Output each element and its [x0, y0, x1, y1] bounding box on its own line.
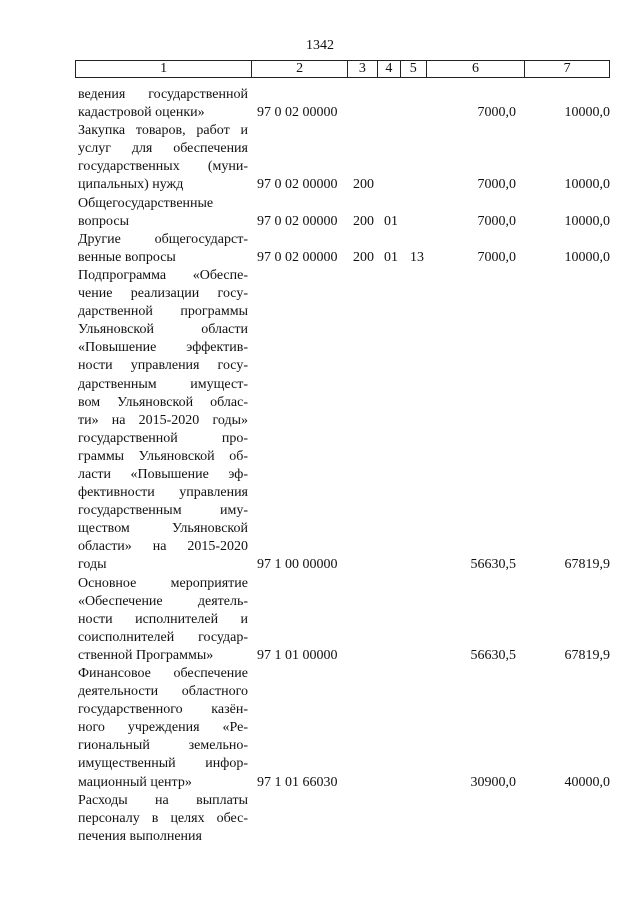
row-amount-2019: 7000,0	[477, 249, 516, 265]
row-expense-type: 200	[353, 213, 374, 229]
row-section: 01	[384, 213, 398, 229]
row-code: 97 1 01 66030	[257, 774, 338, 790]
table-body	[0, 86, 640, 846]
description-line: ности управления госу-	[78, 358, 248, 374]
table-row	[0, 122, 640, 194]
description-line: венные вопросы	[78, 249, 176, 265]
row-description	[78, 665, 248, 792]
description-line: Расходы на выплаты	[78, 792, 248, 808]
description-line: Подпрограмма «Обеспе-	[78, 267, 248, 283]
row-subsection: 13	[410, 249, 424, 265]
row-amount-2020: 40000,0	[564, 774, 610, 790]
row-code: 97 0 02 00000	[257, 213, 338, 229]
row-amount-2019: 30900,0	[470, 774, 516, 790]
description-line: государственного казён-	[78, 702, 248, 718]
description-line: Основное мероприятие	[78, 575, 248, 591]
header-col-4: 4	[378, 61, 401, 77]
row-amount-2020: 10000,0	[564, 177, 610, 193]
description-line: Другие общегосударст-	[78, 231, 248, 247]
description-line: ществом Ульяновской	[78, 521, 248, 537]
description-line: ного учреждения «Ре-	[78, 720, 248, 736]
description-line: персоналу в целях обес-	[78, 810, 248, 826]
description-line: кадастровой оценки»	[78, 105, 205, 121]
description-line: вом Ульяновской облас-	[78, 394, 248, 410]
page-number: 1342	[306, 38, 334, 53]
description-line: мационный центр»	[78, 774, 192, 790]
description-line: дарственным имущест-	[78, 376, 248, 392]
description-line: «Обеспечение деятель-	[78, 593, 248, 609]
header-col-5: 5	[401, 61, 427, 77]
description-line: ласти «Повышение эф-	[78, 466, 248, 482]
description-line: соисполнителей государ-	[78, 629, 248, 645]
description-line: ведения государственной	[78, 87, 248, 102]
description-line: Закупка товаров, работ и	[78, 123, 248, 139]
description-line: ти» на 2015-2020 годы»	[78, 412, 248, 428]
row-section: 01	[384, 249, 398, 265]
table-row	[0, 267, 640, 575]
description-line: «Повышение эффектив-	[78, 340, 248, 356]
description-line: Финансовое обеспечение	[78, 666, 248, 681]
description-line: вопросы	[78, 213, 129, 229]
row-amount-2019: 56630,5	[470, 647, 516, 663]
row-code: 97 1 00 00000	[257, 557, 338, 573]
row-amount-2019: 7000,0	[477, 213, 516, 229]
description-line: фективности управления	[78, 485, 248, 501]
description-line: гиональный земельно-	[78, 738, 248, 754]
description-line: чение реализации госу-	[78, 286, 248, 302]
description-line: услуг для обеспечения	[78, 141, 248, 157]
row-amount-2019: 56630,5	[470, 557, 516, 573]
description-line: годы	[78, 557, 107, 573]
row-amount-2020: 10000,0	[564, 213, 610, 229]
row-code: 97 0 02 00000	[257, 249, 338, 265]
row-expense-type: 200	[353, 249, 374, 265]
row-description	[78, 122, 248, 194]
header-col-1: 1	[76, 61, 252, 77]
table-row	[0, 575, 640, 665]
row-amount-2019: 7000,0	[477, 177, 516, 193]
description-line: ности исполнителей и	[78, 611, 248, 627]
row-amount-2020: 10000,0	[564, 249, 610, 265]
description-line: государственной про-	[78, 430, 248, 446]
row-amount-2019: 7000,0	[477, 105, 516, 121]
description-line: дарственной программы	[78, 304, 248, 320]
description-line: имущественный инфор-	[78, 756, 248, 772]
description-line: ственной Программы»	[78, 647, 214, 663]
description-line: Общегосударственные	[78, 195, 214, 211]
table-row	[0, 792, 640, 846]
row-code: 97 0 02 00000	[257, 177, 338, 193]
header-col-6: 6	[427, 61, 526, 77]
table-row	[0, 86, 640, 122]
header-col-2: 2	[252, 61, 348, 77]
row-description	[78, 267, 248, 575]
description-line: государственным иму-	[78, 503, 248, 519]
table-row	[0, 665, 640, 792]
row-amount-2020: 67819,9	[564, 647, 610, 663]
description-line: граммы Ульяновской об-	[78, 448, 248, 464]
description-line: ципальных) нужд	[78, 177, 184, 193]
row-description	[78, 792, 248, 846]
row-description	[78, 195, 248, 231]
table-row	[0, 195, 640, 231]
row-code: 97 1 01 00000	[257, 647, 338, 663]
header-col-7: 7	[563, 61, 571, 76]
table-header	[75, 60, 610, 78]
description-line: деятельности областного	[78, 684, 248, 700]
header-col-3: 3	[348, 61, 378, 77]
description-line: печения выполнения	[78, 828, 202, 844]
row-code: 97 0 02 00000	[257, 105, 338, 121]
table-row	[0, 231, 640, 267]
description-line: государственных (муни-	[78, 159, 248, 175]
description-line: области» на 2015-2020	[78, 539, 248, 555]
row-amount-2020: 67819,9	[564, 557, 610, 573]
row-description	[78, 231, 248, 267]
description-line: Ульяновской области	[78, 322, 248, 338]
row-expense-type: 200	[353, 177, 374, 193]
row-description	[78, 86, 248, 122]
row-amount-2020: 10000,0	[564, 105, 610, 121]
row-description	[78, 575, 248, 665]
